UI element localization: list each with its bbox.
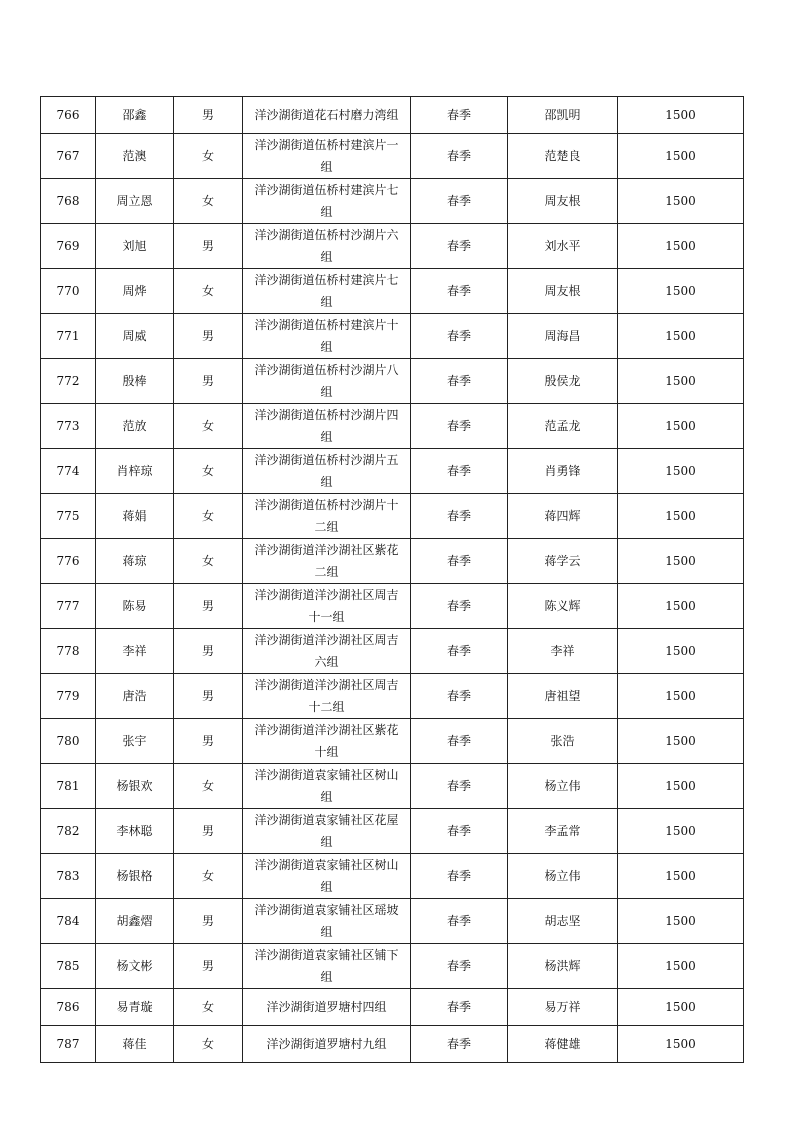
amount-cell: 1500 bbox=[618, 899, 744, 944]
row-number-cell: 784 bbox=[41, 899, 96, 944]
row-number-cell: 775 bbox=[41, 494, 96, 539]
season-cell: 春季 bbox=[411, 494, 508, 539]
household-head-cell: 杨立伟 bbox=[508, 764, 618, 809]
household-head-cell: 范楚良 bbox=[508, 134, 618, 179]
row-number-cell: 782 bbox=[41, 809, 96, 854]
student-name-cell: 蒋佳 bbox=[96, 1026, 174, 1063]
table-row bbox=[41, 1026, 744, 1063]
season-cell: 春季 bbox=[411, 764, 508, 809]
household-head-cell: 杨立伟 bbox=[508, 854, 618, 899]
table-row bbox=[41, 359, 744, 404]
address-text: 洋沙湖街道罗塘村四组 bbox=[266, 1000, 387, 1014]
season-cell: 春季 bbox=[411, 629, 508, 674]
amount-cell: 1500 bbox=[618, 539, 744, 584]
household-head-cell: 张浩 bbox=[508, 719, 618, 764]
row-number-cell: 777 bbox=[41, 584, 96, 629]
table-row bbox=[41, 719, 744, 764]
student-name-cell: 李祥 bbox=[96, 629, 174, 674]
amount-cell: 1500 bbox=[618, 1026, 744, 1063]
gender-cell: 女 bbox=[174, 269, 243, 314]
table-row bbox=[41, 494, 744, 539]
address-cell bbox=[243, 584, 411, 629]
row-number-cell: 780 bbox=[41, 719, 96, 764]
student-name-cell: 唐浩 bbox=[96, 674, 174, 719]
amount-cell: 1500 bbox=[618, 719, 744, 764]
address-cell bbox=[243, 1026, 411, 1063]
table-row bbox=[41, 97, 744, 134]
gender-cell: 男 bbox=[174, 314, 243, 359]
season-cell: 春季 bbox=[411, 314, 508, 359]
row-number-cell: 767 bbox=[41, 134, 96, 179]
table-row bbox=[41, 764, 744, 809]
address-cell bbox=[243, 449, 411, 494]
household-head-cell: 周海昌 bbox=[508, 314, 618, 359]
season-cell: 春季 bbox=[411, 359, 508, 404]
address-cell bbox=[243, 97, 411, 134]
season-cell: 春季 bbox=[411, 899, 508, 944]
gender-cell: 女 bbox=[174, 404, 243, 449]
gender-cell: 女 bbox=[174, 449, 243, 494]
student-name-cell: 蒋琼 bbox=[96, 539, 174, 584]
roster-table-body bbox=[41, 97, 744, 1063]
household-head-cell: 周友根 bbox=[508, 269, 618, 314]
household-head-cell: 刘水平 bbox=[508, 224, 618, 269]
table-row bbox=[41, 539, 744, 584]
address-text: 洋沙湖街道伍桥村建滨片七组 bbox=[254, 183, 399, 219]
table-row bbox=[41, 989, 744, 1026]
address-cell bbox=[243, 854, 411, 899]
household-head-cell: 邵凯明 bbox=[508, 97, 618, 134]
gender-cell: 男 bbox=[174, 944, 243, 989]
address-text: 洋沙湖街道袁家铺社区树山组 bbox=[254, 858, 399, 894]
household-head-cell: 陈义辉 bbox=[508, 584, 618, 629]
row-number-cell: 785 bbox=[41, 944, 96, 989]
address-cell bbox=[243, 179, 411, 224]
student-name-cell: 周威 bbox=[96, 314, 174, 359]
gender-cell: 女 bbox=[174, 179, 243, 224]
gender-cell: 女 bbox=[174, 989, 243, 1026]
row-number-cell: 774 bbox=[41, 449, 96, 494]
student-name-cell: 易青璇 bbox=[96, 989, 174, 1026]
student-name-cell: 范放 bbox=[96, 404, 174, 449]
row-number-cell: 786 bbox=[41, 989, 96, 1026]
household-head-cell: 李孟常 bbox=[508, 809, 618, 854]
row-number-cell: 776 bbox=[41, 539, 96, 584]
amount-cell: 1500 bbox=[618, 404, 744, 449]
student-name-cell: 殷棒 bbox=[96, 359, 174, 404]
table-row bbox=[41, 899, 744, 944]
student-name-cell: 周立恩 bbox=[96, 179, 174, 224]
table-row bbox=[41, 629, 744, 674]
household-head-cell: 李祥 bbox=[508, 629, 618, 674]
address-text: 洋沙湖街道袁家铺社区铺下组 bbox=[254, 948, 399, 984]
row-number-cell: 772 bbox=[41, 359, 96, 404]
address-text: 洋沙湖街道花石村磨力湾组 bbox=[254, 108, 399, 122]
student-name-cell: 杨银格 bbox=[96, 854, 174, 899]
gender-cell: 男 bbox=[174, 584, 243, 629]
season-cell: 春季 bbox=[411, 404, 508, 449]
address-cell bbox=[243, 719, 411, 764]
row-number-cell: 770 bbox=[41, 269, 96, 314]
row-number-cell: 787 bbox=[41, 1026, 96, 1063]
gender-cell: 男 bbox=[174, 899, 243, 944]
household-head-cell: 蒋四辉 bbox=[508, 494, 618, 539]
table-row bbox=[41, 674, 744, 719]
gender-cell: 女 bbox=[174, 854, 243, 899]
table-row bbox=[41, 269, 744, 314]
student-name-cell: 杨银欢 bbox=[96, 764, 174, 809]
gender-cell: 男 bbox=[174, 359, 243, 404]
season-cell: 春季 bbox=[411, 719, 508, 764]
gender-cell: 男 bbox=[174, 674, 243, 719]
address-cell bbox=[243, 674, 411, 719]
address-cell bbox=[243, 944, 411, 989]
household-head-cell: 殷侯龙 bbox=[508, 359, 618, 404]
address-text: 洋沙湖街道洋沙湖社区周吉六组 bbox=[254, 633, 399, 669]
season-cell: 春季 bbox=[411, 944, 508, 989]
amount-cell: 1500 bbox=[618, 764, 744, 809]
address-text: 洋沙湖街道洋沙湖社区紫花十组 bbox=[254, 723, 399, 759]
address-text: 洋沙湖街道伍桥村沙湖片六组 bbox=[254, 228, 399, 264]
amount-cell: 1500 bbox=[618, 854, 744, 899]
address-cell bbox=[243, 359, 411, 404]
gender-cell: 女 bbox=[174, 539, 243, 584]
row-number-cell: 773 bbox=[41, 404, 96, 449]
household-head-cell: 胡志坚 bbox=[508, 899, 618, 944]
amount-cell: 1500 bbox=[618, 989, 744, 1026]
season-cell: 春季 bbox=[411, 989, 508, 1026]
student-name-cell: 周烨 bbox=[96, 269, 174, 314]
household-head-cell: 蒋学云 bbox=[508, 539, 618, 584]
address-cell bbox=[243, 494, 411, 539]
amount-cell: 1500 bbox=[618, 314, 744, 359]
row-number-cell: 769 bbox=[41, 224, 96, 269]
address-text: 洋沙湖街道伍桥村沙湖片五组 bbox=[254, 453, 399, 489]
address-text: 洋沙湖街道袁家铺社区花屋组 bbox=[254, 813, 399, 849]
amount-cell: 1500 bbox=[618, 179, 744, 224]
address-cell bbox=[243, 224, 411, 269]
amount-cell: 1500 bbox=[618, 449, 744, 494]
address-cell bbox=[243, 809, 411, 854]
gender-cell: 男 bbox=[174, 809, 243, 854]
address-text: 洋沙湖街道伍桥村建滨片七组 bbox=[254, 273, 399, 309]
row-number-cell: 783 bbox=[41, 854, 96, 899]
season-cell: 春季 bbox=[411, 1026, 508, 1063]
amount-cell: 1500 bbox=[618, 97, 744, 134]
gender-cell: 女 bbox=[174, 1026, 243, 1063]
table-row bbox=[41, 404, 744, 449]
gender-cell: 男 bbox=[174, 629, 243, 674]
table-row bbox=[41, 854, 744, 899]
table-row bbox=[41, 134, 744, 179]
table-row bbox=[41, 944, 744, 989]
table-row bbox=[41, 809, 744, 854]
address-text: 洋沙湖街道伍桥村建滨片一组 bbox=[254, 138, 399, 174]
table-row bbox=[41, 224, 744, 269]
amount-cell: 1500 bbox=[618, 269, 744, 314]
season-cell: 春季 bbox=[411, 269, 508, 314]
roster-table bbox=[40, 96, 744, 1063]
row-number-cell: 779 bbox=[41, 674, 96, 719]
address-text: 洋沙湖街道袁家铺社区瑶坡组 bbox=[254, 903, 399, 939]
address-cell bbox=[243, 539, 411, 584]
gender-cell: 女 bbox=[174, 134, 243, 179]
amount-cell: 1500 bbox=[618, 629, 744, 674]
address-cell bbox=[243, 134, 411, 179]
address-text: 洋沙湖街道伍桥村建滨片十组 bbox=[254, 318, 399, 354]
address-text: 洋沙湖街道伍桥村沙湖片十二组 bbox=[254, 498, 399, 534]
student-name-cell: 张宇 bbox=[96, 719, 174, 764]
household-head-cell: 肖勇锋 bbox=[508, 449, 618, 494]
household-head-cell: 周友根 bbox=[508, 179, 618, 224]
amount-cell: 1500 bbox=[618, 224, 744, 269]
amount-cell: 1500 bbox=[618, 134, 744, 179]
table-row bbox=[41, 584, 744, 629]
season-cell: 春季 bbox=[411, 854, 508, 899]
student-name-cell: 李林聪 bbox=[96, 809, 174, 854]
season-cell: 春季 bbox=[411, 674, 508, 719]
amount-cell: 1500 bbox=[618, 809, 744, 854]
address-cell bbox=[243, 314, 411, 359]
gender-cell: 女 bbox=[174, 494, 243, 539]
student-name-cell: 杨文彬 bbox=[96, 944, 174, 989]
gender-cell: 男 bbox=[174, 97, 243, 134]
gender-cell: 男 bbox=[174, 719, 243, 764]
student-name-cell: 蒋娟 bbox=[96, 494, 174, 539]
gender-cell: 女 bbox=[174, 764, 243, 809]
season-cell: 春季 bbox=[411, 809, 508, 854]
student-name-cell: 邵鑫 bbox=[96, 97, 174, 134]
address-text: 洋沙湖街道伍桥村沙湖片八组 bbox=[254, 363, 399, 399]
household-head-cell: 唐祖望 bbox=[508, 674, 618, 719]
season-cell: 春季 bbox=[411, 179, 508, 224]
student-name-cell: 陈易 bbox=[96, 584, 174, 629]
address-cell bbox=[243, 989, 411, 1026]
amount-cell: 1500 bbox=[618, 584, 744, 629]
table-row bbox=[41, 314, 744, 359]
table-row bbox=[41, 179, 744, 224]
row-number-cell: 768 bbox=[41, 179, 96, 224]
amount-cell: 1500 bbox=[618, 944, 744, 989]
student-name-cell: 范澳 bbox=[96, 134, 174, 179]
row-number-cell: 781 bbox=[41, 764, 96, 809]
amount-cell: 1500 bbox=[618, 359, 744, 404]
address-cell bbox=[243, 629, 411, 674]
address-cell bbox=[243, 764, 411, 809]
student-name-cell: 肖梓琼 bbox=[96, 449, 174, 494]
table-row bbox=[41, 449, 744, 494]
address-text: 洋沙湖街道洋沙湖社区周吉十一组 bbox=[254, 588, 399, 624]
gender-cell: 男 bbox=[174, 224, 243, 269]
address-cell bbox=[243, 404, 411, 449]
household-head-cell: 易万祥 bbox=[508, 989, 618, 1026]
address-text: 洋沙湖街道伍桥村沙湖片四组 bbox=[254, 408, 399, 444]
household-head-cell: 杨洪辉 bbox=[508, 944, 618, 989]
season-cell: 春季 bbox=[411, 584, 508, 629]
season-cell: 春季 bbox=[411, 134, 508, 179]
season-cell: 春季 bbox=[411, 449, 508, 494]
season-cell: 春季 bbox=[411, 224, 508, 269]
season-cell: 春季 bbox=[411, 97, 508, 134]
amount-cell: 1500 bbox=[618, 494, 744, 539]
row-number-cell: 766 bbox=[41, 97, 96, 134]
season-cell: 春季 bbox=[411, 539, 508, 584]
address-text: 洋沙湖街道洋沙湖社区紫花二组 bbox=[254, 543, 399, 579]
household-head-cell: 蒋健雄 bbox=[508, 1026, 618, 1063]
row-number-cell: 771 bbox=[41, 314, 96, 359]
address-cell bbox=[243, 269, 411, 314]
student-name-cell: 胡鑫熠 bbox=[96, 899, 174, 944]
address-text: 洋沙湖街道洋沙湖社区周吉十二组 bbox=[254, 678, 399, 714]
row-number-cell: 778 bbox=[41, 629, 96, 674]
address-cell bbox=[243, 899, 411, 944]
address-text: 洋沙湖街道罗塘村九组 bbox=[266, 1037, 387, 1051]
address-text: 洋沙湖街道袁家铺社区树山组 bbox=[254, 768, 399, 804]
student-name-cell: 刘旭 bbox=[96, 224, 174, 269]
amount-cell: 1500 bbox=[618, 674, 744, 719]
household-head-cell: 范孟龙 bbox=[508, 404, 618, 449]
